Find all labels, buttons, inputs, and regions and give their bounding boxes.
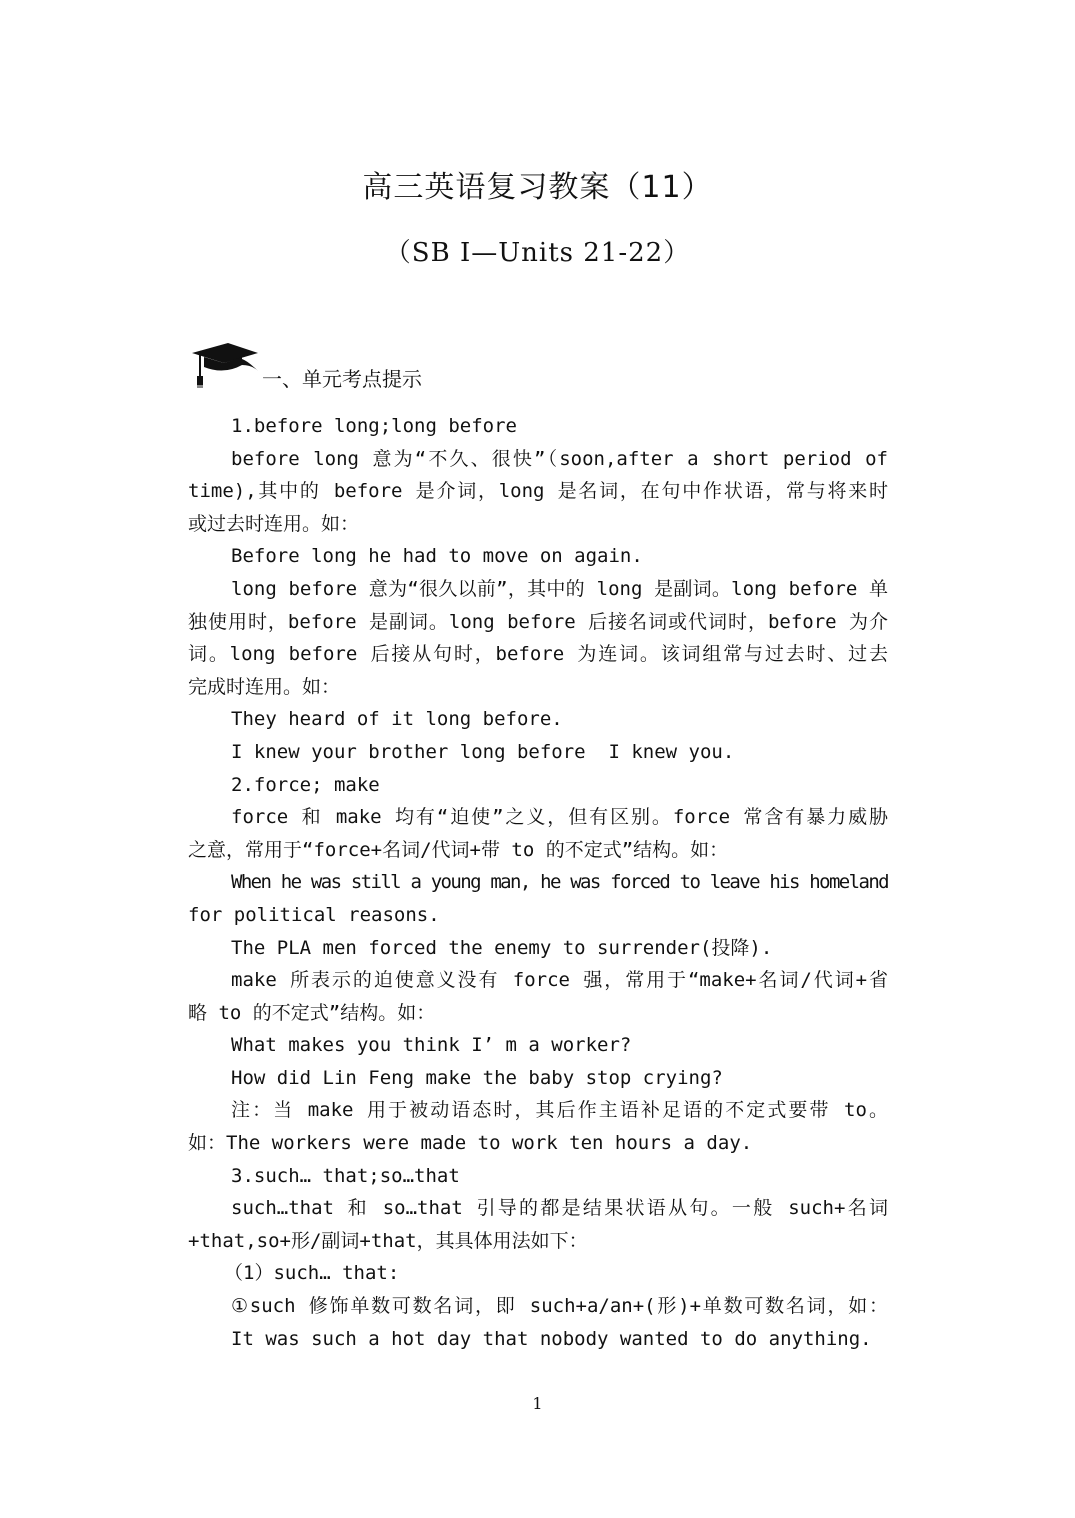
body-line: 之意，常用于“force+名词/代词+带 to 的不定式”结构。如： bbox=[188, 838, 729, 861]
body-line: +that,so+形/副词+that，其具体用法如下： bbox=[188, 1229, 588, 1252]
document-body bbox=[188, 410, 888, 1355]
body-line: When he was still a young man, he was forced to leave his homeland bbox=[231, 871, 888, 894]
body-line: It was such a hot day that nobody wanted to do anything. bbox=[231, 1327, 872, 1350]
body-line: How did Lin Feng make the baby stop crying? bbox=[231, 1066, 723, 1089]
body-line: 或过去时连用。如： bbox=[188, 512, 360, 535]
body-line: time),其中的 before 是介词，long 是名词，在句中作状语，常与将来时 bbox=[188, 480, 888, 503]
section-heading bbox=[190, 343, 590, 391]
body-line: 注：当 make 用于被动语态时，其后作主语补足语的不定式要带 to。 bbox=[231, 1099, 888, 1122]
body-line: 独使用时，before 是副词。long before 后接名词或代词时，before 为介 bbox=[188, 610, 888, 633]
body-line: ①such 修饰单数可数名词，即 such+a/an+(形)+单数可数名词，如： bbox=[231, 1295, 888, 1318]
body-line: What makes you think I’ m a worker? bbox=[231, 1034, 632, 1057]
body-line: Before long he had to move on again. bbox=[231, 545, 643, 568]
body-line: before long 意为“不久、很快”（soon,after a short period of bbox=[231, 447, 888, 470]
document-subtitle: （SB I—Units 21-22） bbox=[384, 238, 691, 268]
page-number: 1 bbox=[532, 1394, 543, 1413]
body-line: I knew your brother long before I knew you. bbox=[231, 740, 735, 763]
body-line: 如：The workers were made to work ten hours a day. bbox=[188, 1132, 753, 1155]
body-line: long before 意为“很久以前”，其中的 long 是副词。long before 单 bbox=[231, 577, 888, 600]
body-line: 词。long before 后接从句时，before 为连词。该词组常与过去时、过去 bbox=[188, 643, 888, 666]
body-line: They heard of it long before. bbox=[231, 708, 563, 731]
body-line: 2.force; make bbox=[231, 773, 380, 796]
body-line: 3.such… that;so…that bbox=[231, 1164, 460, 1187]
section-title: 一、单元考点提示 bbox=[262, 367, 422, 391]
body-line: 完成时连用。如： bbox=[188, 675, 341, 698]
body-line: such…that 和 so…that 引导的都是结果状语从句。一般 such+名词 bbox=[231, 1197, 888, 1220]
graduation-cap-icon bbox=[190, 343, 260, 389]
body-line: 略 to 的不定式”结构。如： bbox=[188, 1001, 436, 1024]
body-line: force 和 make 均有“迫使”之义，但有区别。force 常含有暴力威胁 bbox=[231, 806, 888, 829]
document-title: 高三英语复习教案（11） bbox=[362, 170, 713, 205]
body-line: 1.before long;long before bbox=[231, 415, 517, 437]
body-line: （1）such… that: bbox=[224, 1262, 400, 1285]
body-line: make 所表示的迫使意义没有 force 强，常用于“make+名词/代词+省 bbox=[231, 969, 888, 992]
body-line: The PLA men forced the enemy to surrender(投降). bbox=[231, 936, 773, 959]
body-line: for political reasons. bbox=[188, 903, 440, 926]
